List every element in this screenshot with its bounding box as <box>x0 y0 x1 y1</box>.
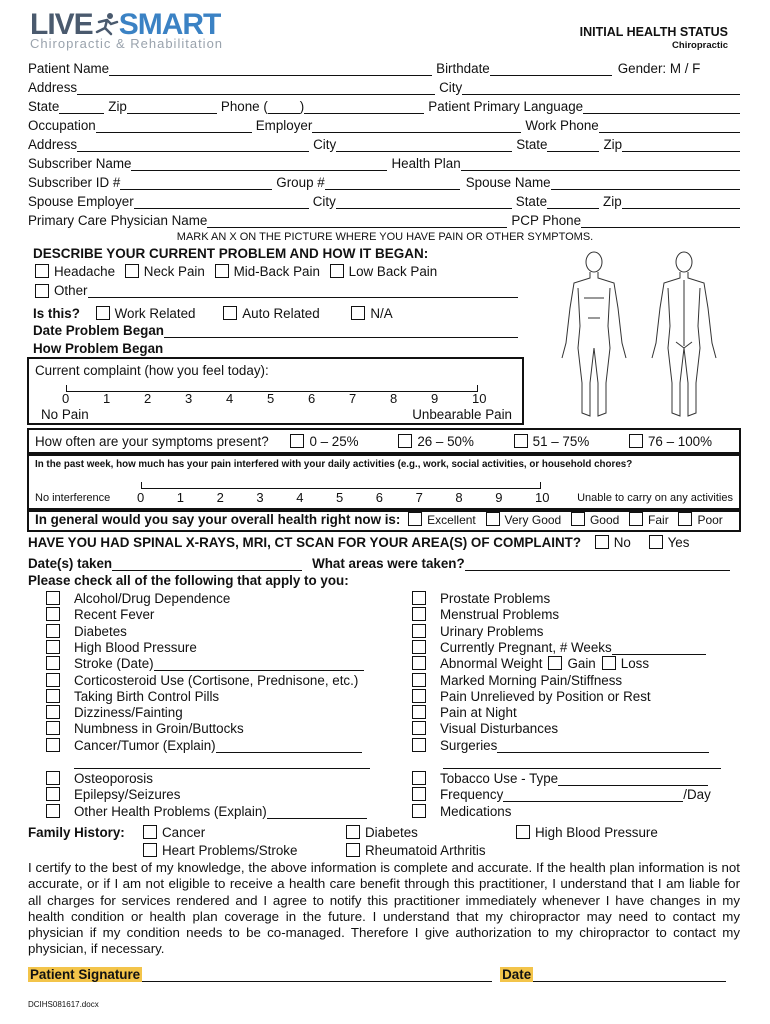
interference-scale-5[interactable]: 5 <box>336 490 344 505</box>
imaging-yes-option[interactable] <box>649 535 690 550</box>
state2-label: State <box>516 137 548 152</box>
cond-diabetes-checkbox[interactable] <box>46 624 60 638</box>
cond-cancer-tumor-explain-label: Cancer/Tumor (Explain) <box>74 737 216 753</box>
cond-frequency-item[interactable] <box>412 787 711 802</box>
freq-51-75-checkbox[interactable] <box>514 434 528 448</box>
cond-urinary-problems-item[interactable] <box>412 624 543 639</box>
work-related-option[interactable] <box>96 306 196 321</box>
language-label: Patient Primary Language <box>428 99 584 114</box>
spouse-employer-field[interactable] <box>134 194 309 209</box>
imaging-no-checkbox[interactable] <box>595 535 609 549</box>
excellent-label: Excellent <box>427 513 476 527</box>
freq-0-25-label: 0 – 25% <box>309 434 359 449</box>
city2-label: City <box>313 137 337 152</box>
address2-field[interactable] <box>77 137 309 152</box>
what-areas-field[interactable] <box>465 556 730 571</box>
pcp-name-label: Primary Care Physician Name <box>28 213 208 228</box>
auto-related-option[interactable] <box>223 306 319 321</box>
phone-field[interactable] <box>304 99 424 114</box>
weight-gain-label: Gain <box>567 656 596 672</box>
cond-currently-pregnant-weeks-label: Currently Pregnant, # Weeks <box>440 639 612 655</box>
cond-alcohol-drug-dependence-label: Alcohol/Drug Dependence <box>74 591 231 606</box>
family-heart-checkbox[interactable] <box>143 843 157 857</box>
language-field[interactable] <box>583 99 740 114</box>
occupation-field[interactable] <box>96 118 252 133</box>
interference-scale-10[interactable]: 10 <box>535 490 550 505</box>
family-diabetes-checkbox[interactable] <box>346 825 360 839</box>
dates-taken-label: Date(s) taken <box>28 556 113 571</box>
mid-back-label: Mid-Back Pain <box>233 264 320 279</box>
cancer-explain-line[interactable] <box>74 754 370 769</box>
runner-icon <box>93 12 119 34</box>
cond-numbness-in-groin-buttocks-checkbox[interactable] <box>46 721 60 735</box>
interference-box <box>27 452 741 512</box>
na-label: N/A <box>370 306 393 321</box>
conditions-heading: Please check all of the following that apply to you: <box>28 573 349 588</box>
complaint-scale-7[interactable]: 7 <box>349 391 357 406</box>
cond-numbness-in-groin-buttocks-label: Numbness in Groin/Buttocks <box>74 721 244 737</box>
dates-taken-field[interactable] <box>112 556 302 571</box>
surgeries-extra-line[interactable] <box>443 754 721 769</box>
signature-date-field[interactable] <box>533 967 726 982</box>
freq-76-100-option[interactable] <box>629 434 712 449</box>
subscriber-id-field[interactable] <box>120 175 272 190</box>
complaint-box <box>27 357 524 425</box>
address-field[interactable] <box>77 80 435 95</box>
fair-checkbox[interactable] <box>629 512 643 526</box>
cond-high-blood-pressure-checkbox[interactable] <box>46 640 60 654</box>
poor-label: Poor <box>697 513 723 527</box>
subscriber-name-field[interactable] <box>131 156 387 171</box>
other-checkbox[interactable] <box>35 284 49 298</box>
interference-scale-7[interactable]: 7 <box>415 490 423 505</box>
freq-51-75-option[interactable] <box>514 434 590 449</box>
cond-stroke-date-checkbox[interactable] <box>46 656 60 670</box>
cond-taking-birth-control-pills-label: Taking Birth Control Pills <box>74 688 220 704</box>
frequency-label: How often are your symptoms present? <box>35 434 269 449</box>
subscriber-id-label: Subscriber ID # <box>28 175 121 190</box>
complaint-scale-4[interactable]: 4 <box>226 391 234 406</box>
cond-other-health-problems-explain-checkbox[interactable] <box>46 804 60 818</box>
imaging-yes-checkbox[interactable] <box>649 535 663 549</box>
neck-pain-option[interactable] <box>125 264 205 279</box>
form-title: INITIAL HEALTH STATUS <box>579 25 728 39</box>
cond-prostate-problems-label: Prostate Problems <box>440 591 551 606</box>
cond-pain-at-night-item[interactable] <box>412 705 517 720</box>
interference-scale-8[interactable]: 8 <box>455 490 463 505</box>
mid-back-checkbox[interactable] <box>215 264 229 278</box>
cond-taking-birth-control-pills-checkbox[interactable] <box>46 689 60 703</box>
low-back-checkbox[interactable] <box>330 264 344 278</box>
family-cancer-label: Cancer <box>162 825 206 840</box>
cond-prostate-problems-item[interactable] <box>412 591 550 606</box>
cond-corticosteroid-use-cortisone-prednisone-etc-item[interactable] <box>46 673 358 688</box>
na-checkbox[interactable] <box>351 306 365 320</box>
good-option[interactable] <box>571 513 619 527</box>
low-back-option[interactable] <box>330 264 438 279</box>
cond-pain-unrelieved-by-position-or-rest-item[interactable] <box>412 689 651 704</box>
cond-surgeries-checkbox[interactable] <box>412 738 426 752</box>
fair-option[interactable] <box>629 513 669 527</box>
cond-pain-at-night-checkbox[interactable] <box>412 705 426 719</box>
good-label: Good <box>589 513 620 527</box>
imaging-no-label: No <box>613 535 631 550</box>
freq-51-75-label: 51 – 75% <box>532 434 590 449</box>
work-phone-label: Work Phone <box>525 118 599 133</box>
date-began-row <box>33 323 518 338</box>
complaint-scale-0[interactable]: 0 <box>62 391 70 406</box>
cond-dizziness-fainting-checkbox[interactable] <box>46 705 60 719</box>
no-pain-label: No Pain <box>41 407 89 422</box>
imaging-row <box>28 535 689 550</box>
cond-visual-disturbances-checkbox[interactable] <box>412 721 426 735</box>
weight-loss-option[interactable] <box>602 656 649 671</box>
freq-0-25-checkbox[interactable] <box>290 434 304 448</box>
spouse-name-field[interactable] <box>551 175 740 190</box>
cond-cancer-tumor-explain-field[interactable] <box>216 738 362 753</box>
cond-currently-pregnant-weeks-field[interactable] <box>612 640 706 655</box>
family-cancer-checkbox[interactable] <box>143 825 157 839</box>
family-cancer-option[interactable] <box>143 825 205 840</box>
cond-high-blood-pressure-label: High Blood Pressure <box>74 639 197 655</box>
zip2-label: Zip <box>603 137 623 152</box>
mark-instruction: MARK AN X ON THE PICTURE WHERE YOU HAVE PAIN OR OTHER SYMPTOMS. <box>176 231 594 243</box>
cond-pain-at-night-label: Pain at Night <box>440 705 517 721</box>
work-related-label: Work Related <box>114 306 196 321</box>
logo-smart-text: SMART <box>118 8 221 41</box>
work-related-checkbox[interactable] <box>96 306 110 320</box>
what-areas-label: What areas were taken? <box>312 556 465 571</box>
complaint-scale-5[interactable]: 5 <box>267 391 275 406</box>
cond-epilepsy-seizures-label: Epilepsy/Seizures <box>74 787 181 803</box>
cond-menstrual-problems-item[interactable] <box>412 607 559 622</box>
family-hbp-label: High Blood Pressure <box>535 825 658 840</box>
employer-label: Employer <box>255 118 313 133</box>
other-label: Other <box>54 283 88 298</box>
cond-currently-pregnant-weeks-item[interactable] <box>412 640 706 655</box>
cond-cancer-tumor-explain-item[interactable] <box>46 738 362 753</box>
cond-osteoporosis-label: Osteoporosis <box>74 771 153 786</box>
poor-option[interactable] <box>678 513 722 527</box>
neck-pain-label: Neck Pain <box>143 264 205 279</box>
cond-abnormal-weight-label: Abnormal Weight <box>440 656 543 672</box>
cond-medications-item[interactable] <box>412 804 511 819</box>
cond-epilepsy-seizures-checkbox[interactable] <box>46 787 60 801</box>
is-this-label: Is this? <box>33 306 80 321</box>
cond-diabetes-item[interactable] <box>46 624 127 639</box>
weight-loss-checkbox[interactable] <box>602 656 616 670</box>
footer-code: DCIHS081617.docx <box>28 1000 99 1009</box>
cond-dizziness-fainting-label: Dizziness/Fainting <box>74 705 183 721</box>
imaging-dates-row <box>28 553 730 571</box>
city-field[interactable] <box>462 80 740 95</box>
cond-osteoporosis-item[interactable] <box>46 771 153 786</box>
complaint-scale-9[interactable]: 9 <box>431 391 439 406</box>
frequency-row <box>35 434 712 449</box>
birthdate-field[interactable] <box>490 61 612 76</box>
cond-visual-disturbances-label: Visual Disturbances <box>440 721 559 737</box>
interference-scale-0[interactable]: 0 <box>137 490 145 505</box>
weight-gain-checkbox[interactable] <box>548 656 562 670</box>
excellent-checkbox[interactable] <box>408 512 422 526</box>
signature-field[interactable] <box>142 967 492 982</box>
cond-abnormal-weight-checkbox[interactable] <box>412 656 426 670</box>
logo-live-text: LIVE <box>30 8 93 41</box>
certification-text: I certify to the best of my knowledge, the above information is complete and accurate. If the health plan information is not accurate, or if I am not eligible to receive a health care benefit through this practitioner, I understand that I am liable for all charges for services rendered and I agree to notify this practitioner immediately whenever I have changes in my health condition or health plan coverage in the future. I understand that my chiropractor may need to contact my physician if my condition needs to be co-managed. Therefore I give authorization to my chiropractor to contact my physician, if necessary. <box>28 860 740 957</box>
phone-label: Phone ( <box>220 99 268 114</box>
interference-label: In the past week, how much has your pain interfered with your daily activities (e.g., work, social activities, or household chores? <box>35 459 633 470</box>
interference-scale-6[interactable]: 6 <box>375 490 384 505</box>
how-began-label: How Problem Began <box>33 341 164 356</box>
cond-recent-fever-label: Recent Fever <box>74 607 155 623</box>
poor-checkbox[interactable] <box>678 512 692 526</box>
patient-name-field[interactable] <box>109 61 432 76</box>
family-history-row <box>28 825 125 840</box>
cond-osteoporosis-checkbox[interactable] <box>46 771 60 785</box>
zip3-label: Zip <box>603 194 622 209</box>
cond-recent-fever-checkbox[interactable] <box>46 607 60 621</box>
zip2-field[interactable] <box>622 137 740 152</box>
logo <box>30 8 223 51</box>
freq-26-50-option[interactable] <box>398 434 474 449</box>
city3-field[interactable] <box>336 194 512 209</box>
body-diagram[interactable] <box>552 248 732 423</box>
family-hbp-option[interactable] <box>516 825 658 840</box>
complaint-label: Current complaint (how you feel today): <box>35 363 269 378</box>
headache-option[interactable] <box>35 264 115 279</box>
cond-prostate-problems-checkbox[interactable] <box>412 591 426 605</box>
family-ra-option[interactable] <box>346 843 486 858</box>
state-field[interactable] <box>59 99 104 114</box>
signature-row <box>28 964 726 982</box>
family-heart-option[interactable] <box>143 843 297 858</box>
cond-high-blood-pressure-item[interactable] <box>46 640 197 655</box>
cond-surgeries-label: Surgeries <box>440 737 498 753</box>
cond-tobacco-use-type-checkbox[interactable] <box>412 771 426 785</box>
signature-date-label: Date <box>502 967 532 982</box>
cond-pain-unrelieved-by-position-or-rest-checkbox[interactable] <box>412 689 426 703</box>
date-began-label: Date Problem Began <box>33 323 164 338</box>
cond-pain-unrelieved-by-position-or-rest-label: Pain Unrelieved by Position or Rest <box>440 688 651 704</box>
group-field[interactable] <box>325 175 460 190</box>
subscriber-name-label: Subscriber Name <box>28 156 132 171</box>
form-subtitle: Chiropractic <box>672 40 728 51</box>
cond-stroke-date-item[interactable] <box>46 656 364 671</box>
zip3-field[interactable] <box>622 194 740 209</box>
no-interference-label: No interference <box>35 492 111 504</box>
per-day-label: /Day <box>683 787 711 803</box>
auto-related-label: Auto Related <box>242 306 320 321</box>
family-hbp-checkbox[interactable] <box>516 825 530 839</box>
family-history-label: Family History: <box>28 825 125 840</box>
zip-field[interactable] <box>127 99 217 114</box>
freq-76-100-label: 76 – 100% <box>647 434 712 449</box>
cond-recent-fever-item[interactable] <box>46 607 154 622</box>
state3-field[interactable] <box>547 194 599 209</box>
state2-field[interactable] <box>547 137 599 152</box>
cond-tobacco-use-type-item[interactable] <box>412 771 708 786</box>
is-this-row <box>33 306 393 321</box>
other-row <box>35 283 518 298</box>
cond-marked-morning-pain-stiffness-item[interactable] <box>412 673 622 688</box>
headache-label: Headache <box>54 264 116 279</box>
very-good-label: Very Good <box>504 513 562 527</box>
cond-surgeries-item[interactable] <box>412 738 709 753</box>
excellent-option[interactable] <box>408 513 476 527</box>
problem-options <box>35 264 437 279</box>
family-ra-label: Rheumatoid Arthritis <box>365 843 486 858</box>
complaint-scale-2[interactable]: 2 <box>144 391 152 406</box>
interference-scale-2[interactable]: 2 <box>216 490 224 505</box>
cond-urinary-problems-checkbox[interactable] <box>412 624 426 638</box>
spouse-employer-label: Spouse Employer <box>28 194 134 209</box>
cond-abnormal-weight-item[interactable] <box>412 656 649 671</box>
address-label: Address <box>28 80 78 95</box>
cond-cancer-tumor-explain-checkbox[interactable] <box>46 738 60 752</box>
state3-label: State <box>515 194 548 209</box>
weight-gain-option[interactable] <box>548 656 595 671</box>
interference-scale-3[interactable]: 3 <box>256 490 264 505</box>
cond-menstrual-problems-checkbox[interactable] <box>412 607 426 621</box>
auto-related-checkbox[interactable] <box>223 306 237 320</box>
imaging-no-option[interactable] <box>595 535 631 550</box>
headache-checkbox[interactable] <box>35 264 49 278</box>
very-good-checkbox[interactable] <box>486 512 500 526</box>
address2-label: Address <box>28 137 78 152</box>
family-diabetes-label: Diabetes <box>365 825 418 840</box>
overall-health-label: In general would you say your overall health right now is: <box>35 512 401 527</box>
freq-26-50-checkbox[interactable] <box>398 434 412 448</box>
cond-other-health-problems-explain-label: Other Health Problems (Explain) <box>74 803 267 819</box>
employer-field[interactable] <box>312 118 521 133</box>
zip-label: Zip <box>108 99 127 114</box>
cond-frequency-label: Frequency <box>440 787 504 803</box>
complaint-scale-8[interactable]: 8 <box>390 391 398 406</box>
family-heart-label: Heart Problems/Stroke <box>162 843 298 858</box>
cond-tobacco-use-type-label: Tobacco Use - Type <box>440 771 559 786</box>
date-began-field[interactable] <box>164 323 518 338</box>
health-plan-label: Health Plan <box>391 156 461 171</box>
cond-marked-morning-pain-stiffness-label: Marked Morning Pain/Stiffness <box>440 672 623 688</box>
cond-frequency-checkbox[interactable] <box>412 787 426 801</box>
patient-name-label: Patient Name <box>28 61 110 76</box>
complaint-scale-10[interactable]: 10 <box>472 391 487 406</box>
city2-field[interactable] <box>336 137 512 152</box>
cond-numbness-in-groin-buttocks-item[interactable] <box>46 721 244 736</box>
interference-scale-4[interactable]: 4 <box>296 490 304 505</box>
cond-other-health-problems-explain-item[interactable] <box>46 804 367 819</box>
work-phone-field[interactable] <box>599 118 740 133</box>
pcp-phone-field[interactable] <box>581 213 740 228</box>
complaint-scale-6[interactable]: 6 <box>308 391 316 406</box>
overall-health-box <box>27 508 741 532</box>
interference-scale-1[interactable]: 1 <box>176 490 185 505</box>
interference-scale-9[interactable]: 9 <box>495 490 503 505</box>
cond-corticosteroid-use-cortisone-prednisone-etc-checkbox[interactable] <box>46 673 60 687</box>
cond-epilepsy-seizures-item[interactable] <box>46 787 180 802</box>
unable-carry-label: Unable to carry on any activities <box>577 492 733 504</box>
very-good-option[interactable] <box>486 513 562 527</box>
family-ra-checkbox[interactable] <box>346 843 360 857</box>
freq-76-100-checkbox[interactable] <box>629 434 643 448</box>
good-checkbox[interactable] <box>571 512 585 526</box>
problem-heading: DESCRIBE YOUR CURRENT PROBLEM AND HOW IT BEGAN: <box>33 246 429 261</box>
cond-menstrual-problems-label: Menstrual Problems <box>440 607 560 623</box>
cond-surgeries-field[interactable] <box>497 738 709 753</box>
city3-label: City <box>312 194 336 209</box>
overall-health-row <box>35 512 723 527</box>
cond-taking-birth-control-pills-item[interactable] <box>46 689 219 704</box>
group-label: Group # <box>276 175 325 190</box>
interference-scale-line[interactable] <box>141 482 541 489</box>
cond-frequency-field[interactable] <box>503 787 683 802</box>
complaint-scale-1[interactable]: 1 <box>103 391 111 406</box>
phone-area-field[interactable] <box>268 99 300 114</box>
low-back-label: Low Back Pain <box>348 264 438 279</box>
imaging-question: HAVE YOU HAD SPINAL X-RAYS, MRI, CT SCAN FOR YOUR AREA(S) OF COMPLAINT? <box>28 535 582 550</box>
freq-0-25-option[interactable] <box>290 434 358 449</box>
na-option[interactable] <box>351 306 392 321</box>
state-label: State <box>28 99 60 114</box>
other-field[interactable] <box>88 283 519 298</box>
freq-26-50-label: 26 – 50% <box>417 434 474 449</box>
weight-loss-label: Loss <box>620 656 650 672</box>
birthdate-label: Birthdate <box>436 61 490 76</box>
occupation-label: Occupation <box>28 118 96 133</box>
complaint-scale-3[interactable]: 3 <box>185 391 193 406</box>
cond-currently-pregnant-weeks-checkbox[interactable] <box>412 640 426 654</box>
cond-visual-disturbances-item[interactable] <box>412 721 558 736</box>
cond-other-health-problems-explain-field[interactable] <box>267 804 367 819</box>
cond-alcohol-drug-dependence-checkbox[interactable] <box>46 591 60 605</box>
cond-diabetes-label: Diabetes <box>74 623 127 639</box>
spouse-name-label: Spouse Name <box>465 175 551 190</box>
neck-pain-checkbox[interactable] <box>125 264 139 278</box>
cond-marked-morning-pain-stiffness-checkbox[interactable] <box>412 673 426 687</box>
cond-alcohol-drug-dependence-item[interactable] <box>46 591 230 606</box>
cond-urinary-problems-label: Urinary Problems <box>440 623 544 639</box>
cond-stroke-date-field[interactable] <box>154 656 364 671</box>
family-diabetes-option[interactable] <box>346 825 418 840</box>
city-label: City <box>439 80 463 95</box>
mid-back-option[interactable] <box>215 264 320 279</box>
cond-dizziness-fainting-item[interactable] <box>46 705 183 720</box>
logo-subtitle: Chiropractic & Rehabilitation <box>30 36 224 51</box>
cond-corticosteroid-use-cortisone-prednisone-etc-label: Corticosteroid Use (Cortisone, Prednisone, etc.) <box>74 672 359 688</box>
gender-label[interactable]: Gender: M / F <box>617 61 701 76</box>
cond-medications-label: Medications <box>440 803 512 819</box>
imaging-yes-label: Yes <box>667 535 690 550</box>
unbearable-pain-label: Unbearable Pain <box>412 407 512 422</box>
cond-medications-checkbox[interactable] <box>412 804 426 818</box>
health-plan-field[interactable] <box>461 156 740 171</box>
fair-label: Fair <box>648 513 669 527</box>
signature-label: Patient Signature <box>30 967 141 982</box>
phone-close: ) <box>299 99 305 114</box>
cond-stroke-date-label: Stroke (Date) <box>74 656 154 672</box>
pcp-name-field[interactable] <box>207 213 507 228</box>
cond-tobacco-use-type-field[interactable] <box>558 771 708 786</box>
pcp-phone-label: PCP Phone <box>511 213 582 228</box>
